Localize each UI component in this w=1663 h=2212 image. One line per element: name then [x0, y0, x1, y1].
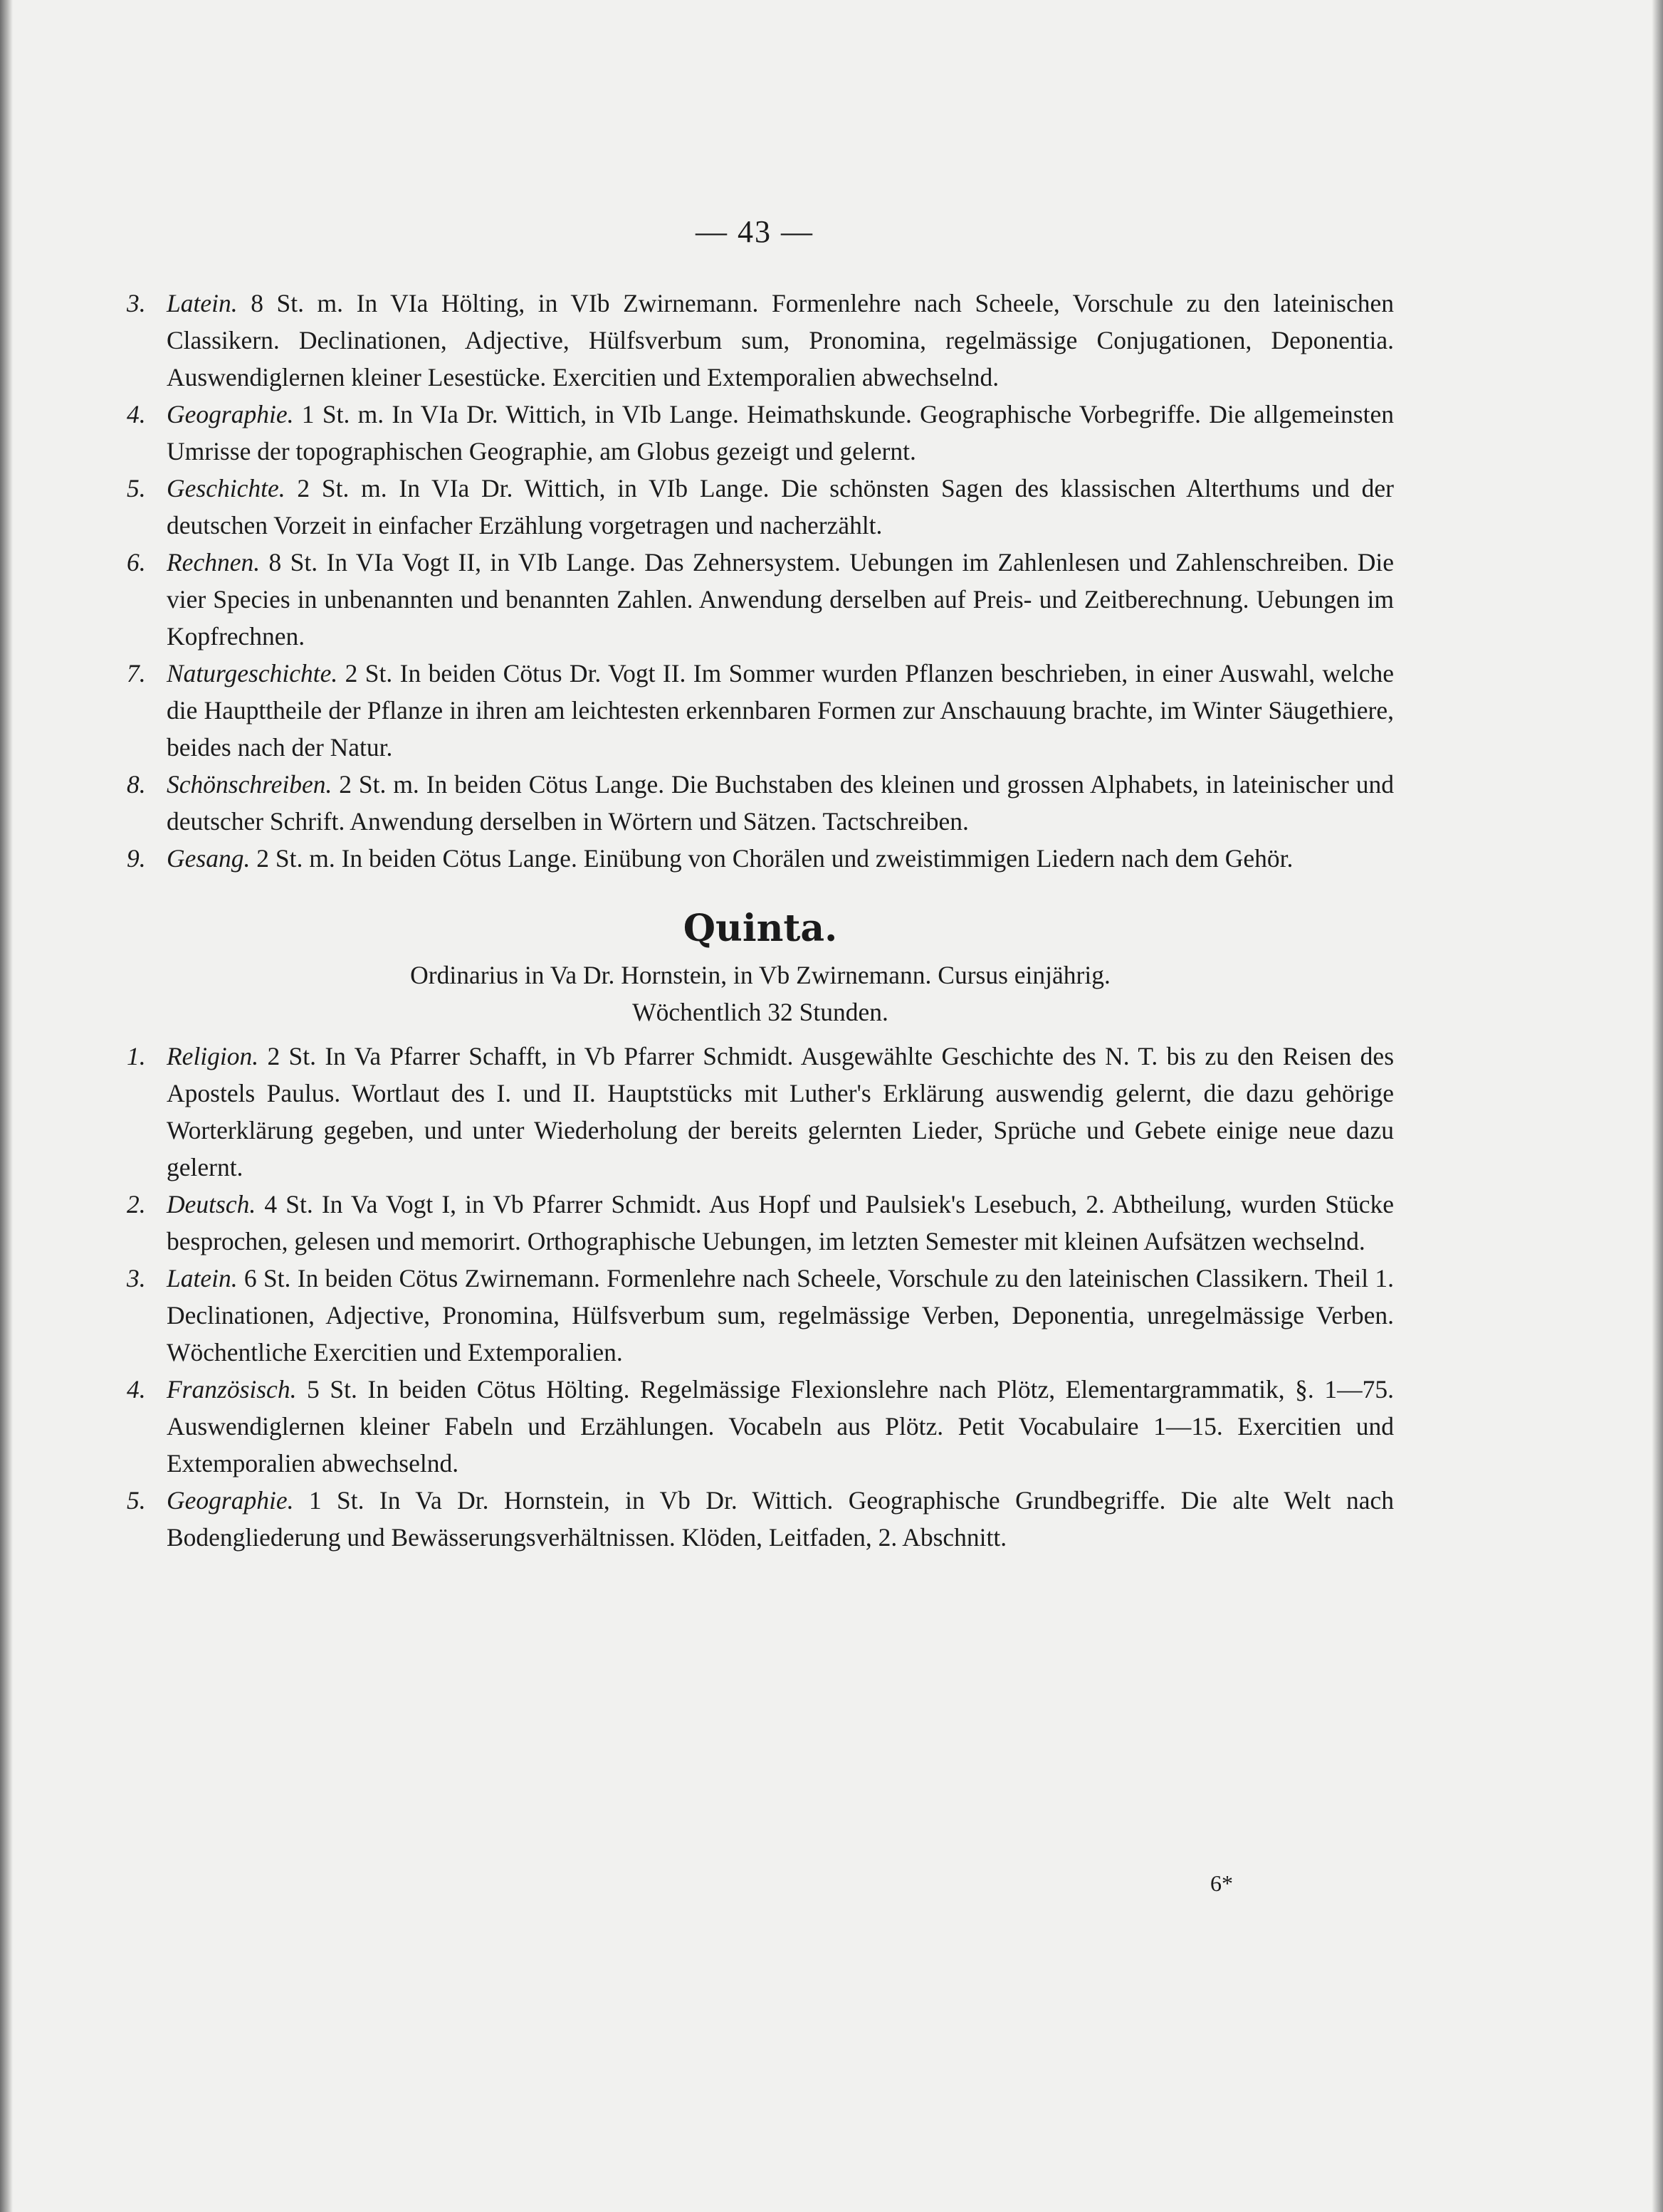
- entry-geographie-quinta: [127, 1482, 1394, 1556]
- entry-number: 5.: [127, 474, 146, 502]
- entry-text: 1 St. In Va Dr. Hornstein, in Vb Dr. Wittich. Geographische Grundbegriffe. Die alte Welt nach Bodengliederung und Bewässerungsverhältnissen. Klöden, Leitfaden, 2. Abschnitt.: [167, 1486, 1394, 1552]
- section-title-quinta: Quinta.: [683, 907, 838, 950]
- entry-number: 2.: [127, 1190, 146, 1218]
- entry-text: 2 St. In beiden Cötus Dr. Vogt II. Im Sommer wurden Pflanzen beschrieben, in einer Auswahl, welche die Haupttheile der Pflanze in ihren am leichtesten erkennbaren Formen zur Anschauung brachte, im Winter Säugethiere, beides nach der Natur.: [167, 659, 1395, 762]
- entry-subject: Latein.: [167, 289, 238, 317]
- entry-number: 1.: [127, 1042, 146, 1070]
- page-number: — 43 —: [696, 214, 814, 249]
- entry-text: 2 St. m. In VIa Dr. Wittich, in VIb Lange. Die schönsten Sagen des klassischen Alterthums und der deutschen Vorzeit in einfacher Erzählung vorgetragen und nacherzählt.: [167, 474, 1394, 539]
- entry-number: 9.: [127, 844, 146, 873]
- entry-number: 7.: [127, 659, 146, 688]
- scan-right-edge: [1652, 0, 1663, 2212]
- entry-rechnen-sexta: [127, 544, 1394, 655]
- entry-latein-sexta: [127, 285, 1394, 396]
- entry-text: 5 St. In beiden Cötus Hölting. Regelmässige Flexionslehre nach Plötz, Elementargrammatik, §. 1—75. Auswendiglernen kleiner Fabeln und Erzählungen. Vocabeln aus Plötz. Petit Vocabulaire 1—15. Exercitien und Extemporalien abwechselnd.: [167, 1375, 1394, 1478]
- entry-number: 3.: [127, 289, 146, 317]
- entry-geschichte-sexta: [127, 470, 1394, 544]
- entry-number: 6.: [127, 548, 146, 576]
- entry-subject: Deutsch.: [167, 1190, 256, 1218]
- entry-geographie-sexta: [127, 396, 1394, 470]
- entry-subject: Religion.: [167, 1042, 259, 1070]
- entry-number: 5.: [127, 1486, 146, 1515]
- ordinarius-line: Ordinarius in Va Dr. Hornstein, in Vb Zwirnemann. Cursus einjährig.: [410, 961, 1111, 989]
- entry-naturgeschichte-sexta: [127, 655, 1394, 766]
- signature-mark: 6*: [1210, 1870, 1233, 1896]
- entry-number: 4.: [127, 400, 146, 428]
- entry-number: 3.: [127, 1264, 146, 1292]
- entry-subject: Geschichte.: [167, 474, 285, 502]
- entry-text: 4 St. In Va Vogt I, in Vb Pfarrer Schmidt. Aus Hopf und Paulsiek's Lesebuch, 2. Abtheilung, wurden Stücke besprochen, gelesen und memorirt. Orthographische Uebungen, im letzten Semester mit kleinen Aufsätzen wechselnd.: [167, 1190, 1394, 1255]
- entry-subject: Schönschreiben.: [167, 770, 332, 799]
- page-body: [127, 285, 1394, 1556]
- entry-subject: Gesang.: [167, 844, 251, 873]
- entry-text: 2 St. m. In beiden Cötus Lange. Die Buchstaben des kleinen und grossen Alphabets, in lateinischer und deutscher Schrift. Anwendung derselben in Wörtern und Sätzen. Tactschreiben.: [167, 770, 1394, 836]
- entry-text: 2 St. m. In beiden Cötus Lange. Einübung von Chorälen und zweistimmigen Liedern nach dem Gehör.: [256, 844, 1294, 873]
- entry-subject: Naturgeschichte.: [167, 659, 338, 688]
- entry-subject: Geographie.: [167, 1486, 294, 1515]
- weekly-hours-line: Wöchentlich 32 Stunden.: [632, 998, 888, 1026]
- entry-text: 8 St. m. In VIa Hölting, in VIb Zwirnemann. Formenlehre nach Scheele, Vorschule zu den lateinischen Classikern. Declinationen, Adjective, Hülfsverbum sum, Pronomina, regelmässige Conjugationen, Deponentia. Auswendiglernen kleiner Lesestücke. Exercitien und Extemporalien abwechselnd.: [167, 289, 1394, 391]
- entry-number: 8.: [127, 770, 146, 799]
- entry-text: 6 St. In beiden Cötus Zwirnemann. Formenlehre nach Scheele, Vorschule zu den lateinischen Classikern. Theil 1. Declinationen, Adjective, Pronomina, Hülfsverbum sum, regelmässige Verben, Deponentia, unregelmässige Verben. Wöchentliche Exercitien und Extemporalien.: [167, 1264, 1395, 1366]
- entry-latein-quinta: [127, 1260, 1394, 1371]
- entry-text: 1 St. m. In VIa Dr. Wittich, in VIb Lange. Heimathskunde. Geographische Vorbegriffe. Die allgemeinsten Umrisse der topographischen Geographie, am Globus gezeigt und gelernt.: [167, 400, 1394, 465]
- entry-number: 4.: [127, 1375, 146, 1403]
- entry-text: 2 St. In Va Pfarrer Schafft, in Vb Pfarrer Schmidt. Ausgewählte Geschichte des N. T. bis zu den Reisen des Apostels Paulus. Wortlaut des I. und II. Hauptstücks mit Luther's Erklärung auswendig gelernt, die dazu gehörige Worterklärung gegeben, und unter Wiederholung der bereits gelernten Lieder, Sprüche und Gebete einige neue dazu gelernt.: [167, 1042, 1395, 1181]
- entry-subject: Geographie.: [167, 400, 294, 428]
- entry-franzoesisch-quinta: [127, 1371, 1394, 1482]
- entry-subject: Latein.: [167, 1264, 238, 1292]
- entry-schoenschreiben-sexta: [127, 766, 1394, 840]
- entry-subject: Französisch.: [167, 1375, 297, 1403]
- entry-deutsch-quinta: [127, 1186, 1394, 1260]
- entry-gesang-sexta: [127, 840, 1394, 877]
- entry-religion-quinta: [127, 1038, 1394, 1186]
- entry-subject: Rechnen.: [167, 548, 261, 576]
- entry-text: 8 St. In VIa Vogt II, in VIb Lange. Das Zehnersystem. Uebungen im Zahlenlesen und Zahlenschreiben. Die vier Species in unbenannten und benannten Zahlen. Anwendung derselben auf Preis- und Zeitberechnung. Uebungen im Kopfrechnen.: [167, 548, 1395, 651]
- scan-left-edge: [0, 0, 13, 2212]
